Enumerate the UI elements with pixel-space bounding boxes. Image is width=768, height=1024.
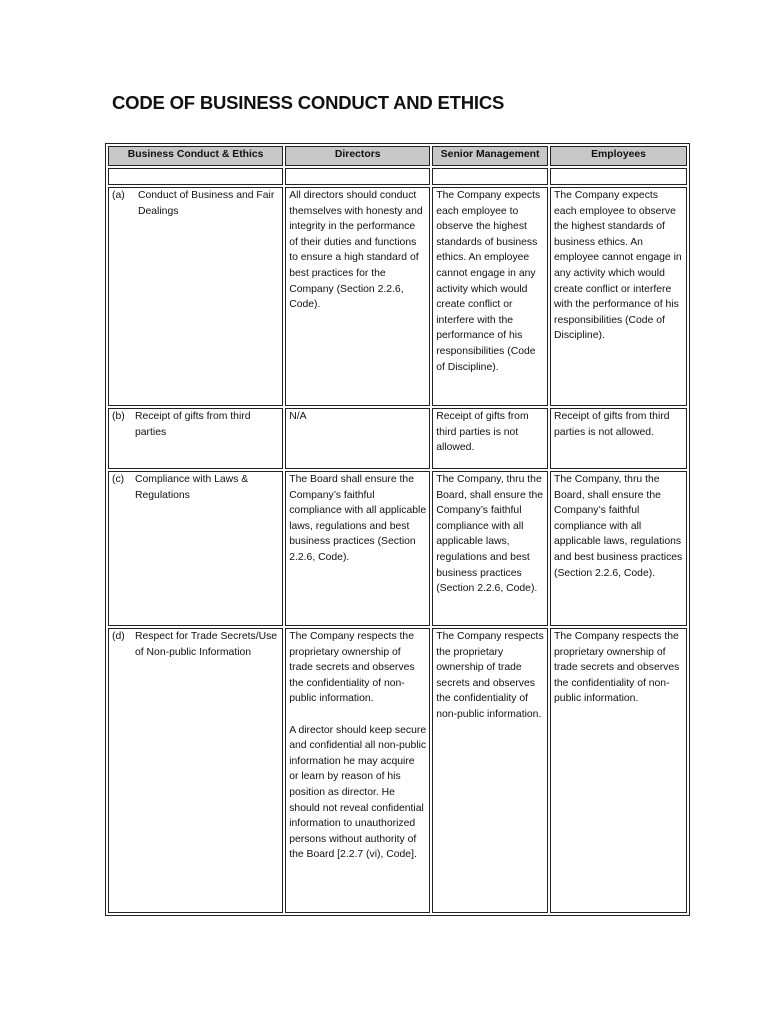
topic-cell [108, 628, 283, 913]
paragraph-gap [289, 707, 426, 723]
page-title: CODE OF BUSINESS CONDUCT AND ETHICS [112, 92, 505, 113]
senior-management-cell [432, 187, 548, 406]
directors-cell [285, 471, 430, 626]
employees-cell [550, 628, 687, 913]
table-row [108, 471, 687, 626]
topic-text: Compliance with Laws & Regulations [135, 474, 249, 501]
spacer-row [108, 168, 687, 185]
spacer-cell [550, 168, 687, 185]
code-of-conduct-table [105, 143, 690, 916]
senior-management-cell [432, 408, 548, 469]
topic-cell [108, 408, 283, 469]
directors-cell [285, 408, 430, 469]
employees-cell [550, 471, 687, 626]
spacer-cell [432, 168, 548, 185]
directors-text: N/A [289, 411, 307, 422]
table-row [108, 628, 687, 913]
directors-text: A director should keep secure and confidential all non-public information he may acquire or learn by reason of his position as director. He should not reveal confidential information to unauthorized persons without authority of the Board [2.2.7 (vi), Code]. [289, 724, 427, 861]
item-label: (b) [112, 411, 125, 422]
topic-text: Respect for Trade Secrets/Use of Non-public Information [135, 631, 278, 658]
directors-text: All directors should conduct themselves with honesty and integrity in the performance of their duties and functions to ensure a high standard of best practices for the Company (Section 2.2.6, Code). [289, 190, 423, 311]
header-employees: Employees [550, 146, 687, 166]
employees-text: The Company respects the proprietary ownership of trade secrets and observes the confidentiality of non-public information. [554, 631, 680, 705]
senior-management-cell [432, 628, 548, 913]
topic-cell [108, 187, 283, 406]
senior-management-text: Receipt of gifts from third parties is not allowed. [436, 411, 529, 454]
item-label: (d) [112, 631, 125, 642]
directors-text: The Board shall ensure the Company’s faithful compliance with all applicable laws, regulations and best business practices (Section 2.2.6, Code). [289, 474, 427, 563]
topic-cell [108, 471, 283, 626]
directors-cell [285, 187, 430, 406]
senior-management-cell [432, 471, 548, 626]
employees-text: The Company expects each employee to observe the highest standards of business ethics. An employee cannot engage in any activity which would create conflict or interfere with the performance of his responsibilities (Code of Discipline). [554, 190, 682, 342]
item-label: (c) [112, 474, 125, 485]
header-row [108, 146, 687, 166]
header-directors: Directors [285, 146, 430, 166]
table-row [108, 187, 687, 406]
employees-text: The Company, thru the Board, shall ensure the Company’s faithful compliance with all applicable laws, regulations and best business practices (Section 2.2.6, Code). [554, 474, 683, 579]
senior-management-text: The Company expects each employee to observe the highest standards of business ethics. An employee cannot engage in any activity which would create conflict or interfere with the performance of his responsibilities (Code of Discipline). [436, 190, 541, 373]
senior-management-text: The Company, thru the Board, shall ensure the Company’s faithful compliance with all applicable laws, regulations and best business practices (Section 2.2.6, Code). [436, 474, 544, 595]
header-business-conduct: Business Conduct & Ethics [108, 146, 283, 166]
spacer-cell [285, 168, 430, 185]
spacer-cell [108, 168, 283, 185]
employees-text: Receipt of gifts from third parties is not allowed. [554, 411, 670, 438]
item-label: (a) [112, 190, 125, 201]
topic-text: Conduct of Business and Fair Dealings [138, 190, 275, 217]
directors-cell [285, 628, 430, 913]
employees-cell [550, 408, 687, 469]
directors-text: The Company respects the proprietary ownership of trade secrets and observes the confidentiality of non-public information. [289, 631, 415, 705]
table-row [108, 408, 687, 469]
senior-management-text: The Company respects the proprietary ownership of trade secrets and observes the confidentiality of non-public information. [436, 631, 544, 720]
employees-cell [550, 187, 687, 406]
topic-text: Receipt of gifts from third parties [135, 411, 251, 438]
header-senior-management: Senior Management [432, 146, 548, 166]
